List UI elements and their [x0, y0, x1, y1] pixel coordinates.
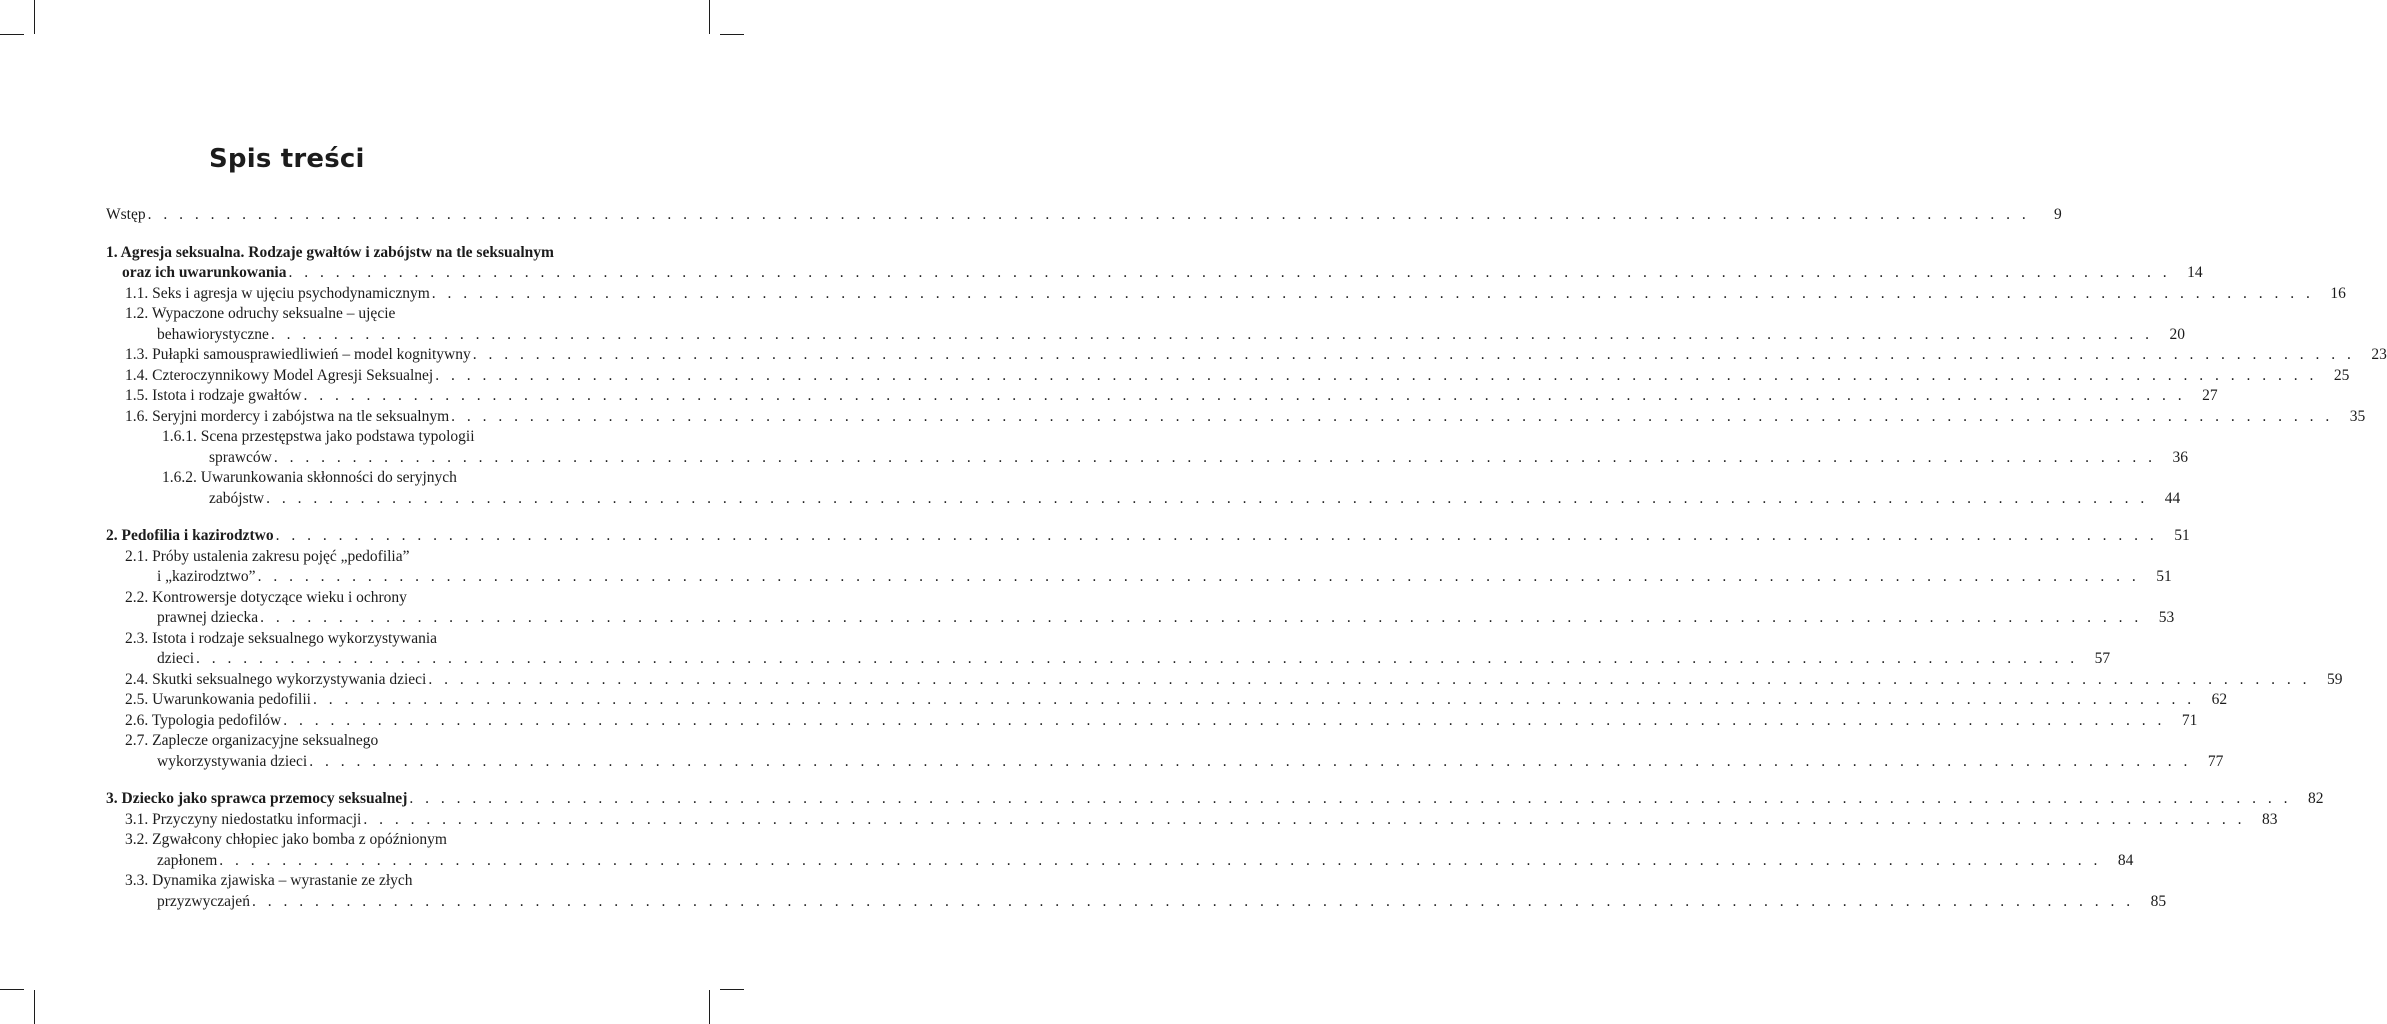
toc-entry-number: 1.4.	[125, 366, 149, 384]
toc-entry-number: 2.1.	[125, 547, 149, 565]
toc-leader-dots: . . . . . . . . . . . . . . . . . . . . . . . . . . . . . . . . . . . . . . . . . . . . . . . . . . . . . . . . . . . . . . . . . . . . . . . . . . . . . . . . . . . . . . . . . . . . . . . . . . . . . . . . . . . . . . . . . . . . . . . .	[257, 568, 2140, 585]
toc-entry-title: Agresja seksualna. Rodzaje gwałtów i zabójstw na tle seksualnym	[120, 243, 554, 261]
toc-page-number: 27	[2202, 387, 2218, 404]
toc-entry-title: Zaplecze organizacyjne seksualnego	[152, 732, 379, 749]
toc-entry-title-continued: oraz ich uwarunkowania	[122, 264, 287, 281]
toc-entry-title: Seks i agresja w ujęciu psychodynamicznym	[152, 284, 430, 302]
toc-entry-number: 2.4.	[125, 670, 149, 688]
toc-page-number: 23	[2371, 346, 2387, 363]
toc-entry-line	[157, 751, 2224, 772]
toc-page-number: 82	[2307, 790, 2324, 807]
toc-entry-title: Dziecko jako sprawca przemocy seksualnej	[121, 790, 408, 807]
toc-leader-dots: . . . . . . . . . . . . . . . . . . . . . . . . . . . . . . . . . . . . . . . . . . . . . . . . . . . . . . . . . . . . . . . . . . . . . . . . . . . . . . . . . . . . . . . . . . . . . . . . . . . . . . . . . . . . . . . . . . . . . . . .	[303, 387, 2186, 404]
toc-entry-title: Czteroczynnikowy Model Agresji Seksualnej	[152, 366, 434, 384]
toc-leader-dots: . . . . . . . . . . . . . . . . . . . . . . . . . . . . . . . . . . . . . . . . . . . . . . . . . . . . . . . . . . . . . . . . . . . . . . . . . . . . . . . . . . . . . . . . . . . . . . . . . . . . . . . . . . . . . . . . . . . . . . . .	[147, 206, 2030, 223]
toc-entry-line	[125, 303, 630, 324]
toc-entry-title: Dynamika zjawiska – wyrastanie ze złych	[152, 872, 413, 889]
toc-leader-dots: . . . . . . . . . . . . . . . . . . . . . . . . . . . . . . . . . . . . . . . . . . . . . . . . . . . . . . . . . . . . . . . . . . . . . . . . . . . . . . . . . . . . . . . . . . . . . . . . . . . . . . . . . . . . . . . . . . . . . . . .	[273, 448, 2156, 466]
toc-page-number: 36	[2172, 448, 2188, 466]
toc-entry-number: 1.6.2.	[162, 469, 197, 486]
toc-leader-dots: . . . . . . . . . . . . . . . . . . . . . . . . . . . . . . . . . . . . . . . . . . . . . . . . . . . . . . . . . . . . . . . . . . . . . . . . . . . . . . . . . . . . . . . . . . . . . . . . . . . . . . . . . . . . . . . . . . . . . . . .	[309, 752, 2192, 770]
toc-page-number: 83	[2261, 810, 2278, 828]
toc-entry-line	[125, 809, 2278, 830]
toc-entry-title-continued: zapłonem	[157, 851, 218, 869]
toc-entry-number: 2.7.	[125, 732, 149, 749]
toc-entry-line	[125, 546, 630, 567]
toc-page-number: 16	[2330, 284, 2346, 302]
toc-entry-number: 2.6.	[125, 711, 149, 729]
toc-page-number: 77	[2207, 752, 2224, 770]
toc-leader-dots: . . . . . . . . . . . . . . . . . . . . . . . . . . . . . . . . . . . . . . . . . . . . . . . . . . . . . . . . . . . . . . . . . . . . . . . . . . . . . . . . . . . . . . . . . . . . . . . . . . . . . . . . . . . . . . . . . . . . . . . .	[312, 691, 2196, 708]
toc-entry-line	[106, 525, 2190, 546]
toc-page-number: 35	[2349, 407, 2366, 425]
toc-entry-line	[157, 566, 2172, 587]
toc-entry-title-continued: wykorzystywania dzieci	[157, 752, 308, 770]
toc-page-number: 57	[2094, 650, 2111, 667]
toc-leader-dots: . . . . . . . . . . . . . . . . . . . . . . . . . . . . . . . . . . . . . . . . . . . . . . . . . . . . . . . . . . . . . . . . . . . . . . . . . . . . . . . . . . . . . . . . . . . . . . . . . . . . . . . . . . . . . . . . . . . . . . . .	[219, 851, 2102, 869]
toc-entry-line	[125, 365, 2350, 386]
toc-leader-dots: . . . . . . . . . . . . . . . . . . . . . . . . . . . . . . . . . . . . . . . . . . . . . . . . . . . . . . . . . . . . . . . . . . . . . . . . . . . . . . . . . . . . . . . . . . . . . . . . . . . . . . . . . . . . . . . . . . . . . . . .	[428, 670, 2311, 688]
toc-leader-dots: . . . . . . . . . . . . . . . . . . . . . . . . . . . . . . . . . . . . . . . . . . . . . . . . . . . . . . . . . . . . . . . . . . . . . . . . . . . . . . . . . . . . . . . . . . . . . . . . . . . . . . . . . . . . . . . . . . . . . . . .	[409, 790, 2292, 807]
toc-entry-line	[157, 607, 2175, 628]
toc-page-number: 14	[2187, 264, 2203, 281]
toc-entry-title: Typologia pedofilów	[151, 711, 282, 729]
toc-entry-line	[209, 488, 2181, 509]
toc-entry-number: 1.	[106, 243, 118, 261]
toc-page-number: 51	[2156, 568, 2172, 585]
toc-entry-line	[162, 467, 630, 488]
toc-page-number: 71	[2181, 711, 2198, 729]
toc-entry-number: 1.3.	[125, 346, 149, 363]
toc-entry-number: 2.	[106, 527, 118, 544]
toc-entry-title: Wstęp	[106, 206, 146, 223]
toc-page-number: 62	[2211, 691, 2228, 708]
toc-entry-number: 1.5.	[125, 387, 149, 404]
toc-entry-number: 3.1.	[125, 810, 149, 828]
toc-entry-title: Istota i rodzaje gwałtów	[152, 387, 302, 404]
toc-entry-title-continued: sprawców	[209, 448, 272, 466]
toc-entry-number: 3.	[106, 790, 118, 807]
toc-leader-dots: . . . . . . . . . . . . . . . . . . . . . . . . . . . . . . . . . . . . . . . . . . . . . . . . . . . . . . . . . . . . . . . . . . . . . . . . . . . . . . . . . . . . . . . . . . . . . . . . . . . . . . . . . . . . . . . . . . . . . . . .	[260, 609, 2143, 626]
toc-leader-dots: . . . . . . . . . . . . . . . . . . . . . . . . . . . . . . . . . . . . . . . . . . . . . . . . . . . . . . . . . . . . . . . . . . . . . . . . . . . . . . . . . . . . . . . . . . . . . . . . . . . . . . . . . . . . . . . . . . . . . . . .	[363, 810, 2246, 828]
toc-page-number: 44	[2164, 489, 2181, 507]
toc-entry-number: 1.1.	[125, 284, 149, 302]
toc-entry-line	[125, 829, 630, 850]
toc-entry-title: Kontrowersje dotyczące wieku i ochrony	[152, 588, 407, 606]
toc-entry-line	[106, 788, 2324, 809]
toc-entry-title-continued: zabójstw	[209, 489, 265, 507]
toc-entry-number: 3.2.	[125, 831, 149, 848]
toc-leader-dots: . . . . . . . . . . . . . . . . . . . . . . . . . . . . . . . . . . . . . . . . . . . . . . . . . . . . . . . . . . . . . . . . . . . . . . . . . . . . . . . . . . . . . . . . . . . . . . . . . . . . . . . . . . . . . . . . . . . . . . . .	[472, 346, 2355, 363]
toc-entry-number: 2.5.	[125, 691, 149, 708]
toc-entry-title: Próby ustalenia zakresu pojęć „pedofilia”	[152, 547, 410, 565]
toc-entry-title: Wypaczone odruchy seksualne – ujęcie	[151, 305, 396, 322]
toc-entry-title: Scena przestępstwa jako podstawa typologii	[200, 428, 475, 445]
toc-entry-number: 1.6.	[125, 407, 149, 425]
toc-entry-number: 1.2.	[125, 305, 149, 322]
toc-entry-title-continued: prawnej dziecka	[157, 609, 259, 626]
toc-entry-line	[125, 669, 2343, 690]
toc-leader-dots: . . . . . . . . . . . . . . . . . . . . . . . . . . . . . . . . . . . . . . . . . . . . . . . . . . . . . . . . . . . . . . . . . . . . . . . . . . . . . . . . . . . . . . . . . . . . . . . . . . . . . . . . . . . . . . . . . . . . . . . .	[288, 264, 2171, 281]
toc-entry-title: Uwarunkowania skłonności do seryjnych	[200, 469, 457, 486]
toc-entry-title: Seryjni mordercy i zabójstwa na tle seksualnym	[152, 407, 450, 425]
toc-entry-title: Zgwałcony chłopiec jako bomba z opóźnionym	[152, 831, 447, 848]
toc-leader-dots: . . . . . . . . . . . . . . . . . . . . . . . . . . . . . . . . . . . . . . . . . . . . . . . . . . . . . . . . . . . . . . . . . . . . . . . . . . . . . . . . . . . . . . . . . . . . . . . . . . . . . . . . . . . . . . . . . . . . . . . .	[270, 325, 2154, 343]
toc-entry-title: Pułapki samousprawiedliwień – model kognitywny	[152, 346, 471, 363]
toc-entry-line	[122, 262, 2203, 283]
toc-entry-line	[125, 689, 2228, 710]
toc-entry-line	[125, 344, 2387, 365]
toc-page-number: 53	[2158, 609, 2175, 626]
toc-entry-line	[125, 406, 2366, 427]
toc-entry-number: 3.3.	[125, 872, 149, 889]
toc-entry-line	[106, 204, 2062, 225]
toc-page-number: 20	[2169, 325, 2186, 343]
toc-entry-line	[157, 648, 2111, 669]
toc-entry-line	[209, 447, 2188, 468]
toc-leader-dots: . . . . . . . . . . . . . . . . . . . . . . . . . . . . . . . . . . . . . . . . . . . . . . . . . . . . . . . . . . . . . . . . . . . . . . . . . . . . . . . . . . . . . . . . . . . . . . . . . . . . . . . . . . . . . . . . . . . . . . . .	[435, 366, 2318, 384]
toc-leader-dots: . . . . . . . . . . . . . . . . . . . . . . . . . . . . . . . . . . . . . . . . . . . . . . . . . . . . . . . . . . . . . . . . . . . . . . . . . . . . . . . . . . . . . . . . . . . . . . . . . . . . . . . . . . . . . . . . . . . . . . . .	[275, 527, 2158, 544]
toc-page-number: 84	[2117, 851, 2134, 869]
toc-leader-dots: . . . . . . . . . . . . . . . . . . . . . . . . . . . . . . . . . . . . . . . . . . . . . . . . . . . . . . . . . . . . . . . . . . . . . . . . . . . . . . . . . . . . . . . . . . . . . . . . . . . . . . . . . . . . . . . . . . . . . . . .	[266, 489, 2149, 507]
toc-page-number: 9	[2053, 206, 2062, 223]
toc-entry-number: 2.3.	[125, 629, 149, 647]
toc-entry-title: Uwarunkowania pedofilii	[152, 691, 311, 708]
toc-entry-title: Przyczyny niedostatku informacji	[152, 810, 362, 828]
toc-leader-dots: . . . . . . . . . . . . . . . . . . . . . . . . . . . . . . . . . . . . . . . . . . . . . . . . . . . . . . . . . . . . . . . . . . . . . . . . . . . . . . . . . . . . . . . . . . . . . . . . . . . . . . . . . . . . . . . . . . . . . . . .	[196, 650, 2079, 667]
toc-page-number: 51	[2174, 527, 2190, 544]
toc-entry-title: Pedofilia i kazirodztwo	[121, 527, 274, 544]
toc-entry-line	[106, 242, 630, 263]
toc-leader-dots: . . . . . . . . . . . . . . . . . . . . . . . . . . . . . . . . . . . . . . . . . . . . . . . . . . . . . . . . . . . . . . . . . . . . . . . . . . . . . . . . . . . . . . . . . . . . . . . . . . . . . . . . . . . . . . . . . . . . . . . .	[251, 892, 2135, 910]
toc-entry-title: Skutki seksualnego wykorzystywania dzieci	[152, 670, 427, 688]
toc-entry-line	[125, 385, 2218, 406]
toc-entry-number: 2.2.	[125, 588, 149, 606]
toc-entry-line	[162, 426, 630, 447]
page-title: Spis treści	[209, 144, 365, 174]
toc-entry-line	[125, 587, 630, 608]
toc-entry-title-continued: behawiorystyczne	[157, 325, 269, 343]
toc-entry-line	[125, 628, 630, 649]
toc-entry-line	[125, 283, 2346, 304]
toc-leader-dots: . . . . . . . . . . . . . . . . . . . . . . . . . . . . . . . . . . . . . . . . . . . . . . . . . . . . . . . . . . . . . . . . . . . . . . . . . . . . . . . . . . . . . . . . . . . . . . . . . . . . . . . . . . . . . . . . . . . . . . . .	[451, 407, 2334, 425]
toc-entry-title-continued: i „kazirodztwo”	[157, 568, 256, 585]
toc-entry-title-continued: przyzwyczajeń	[157, 892, 250, 910]
toc-leader-dots: . . . . . . . . . . . . . . . . . . . . . . . . . . . . . . . . . . . . . . . . . . . . . . . . . . . . . . . . . . . . . . . . . . . . . . . . . . . . . . . . . . . . . . . . . . . . . . . . . . . . . . . . . . . . . . . . . . . . . . . .	[283, 711, 2166, 729]
toc-entry-line	[157, 850, 2134, 871]
toc-entry-line	[157, 891, 2167, 912]
toc-entry-line	[157, 324, 2186, 345]
toc-entry-line	[125, 710, 2198, 731]
toc-leader-dots: . . . . . . . . . . . . . . . . . . . . . . . . . . . . . . . . . . . . . . . . . . . . . . . . . . . . . . . . . . . . . . . . . . . . . . . . . . . . . . . . . . . . . . . . . . . . . . . . . . . . . . . . . . . . . . . . . . . . . . . .	[431, 284, 2314, 302]
toc-entry-title-continued: dzieci	[157, 650, 195, 667]
toc-page-number: 59	[2326, 670, 2343, 688]
toc-page-number: 85	[2150, 892, 2167, 910]
toc-entry-line	[125, 730, 630, 751]
toc-page-number: 25	[2333, 366, 2350, 384]
toc-entry-title: Istota i rodzaje seksualnego wykorzystywania	[152, 629, 438, 647]
toc-entry-number: 1.6.1.	[162, 428, 197, 445]
toc-entry-line	[125, 870, 630, 891]
